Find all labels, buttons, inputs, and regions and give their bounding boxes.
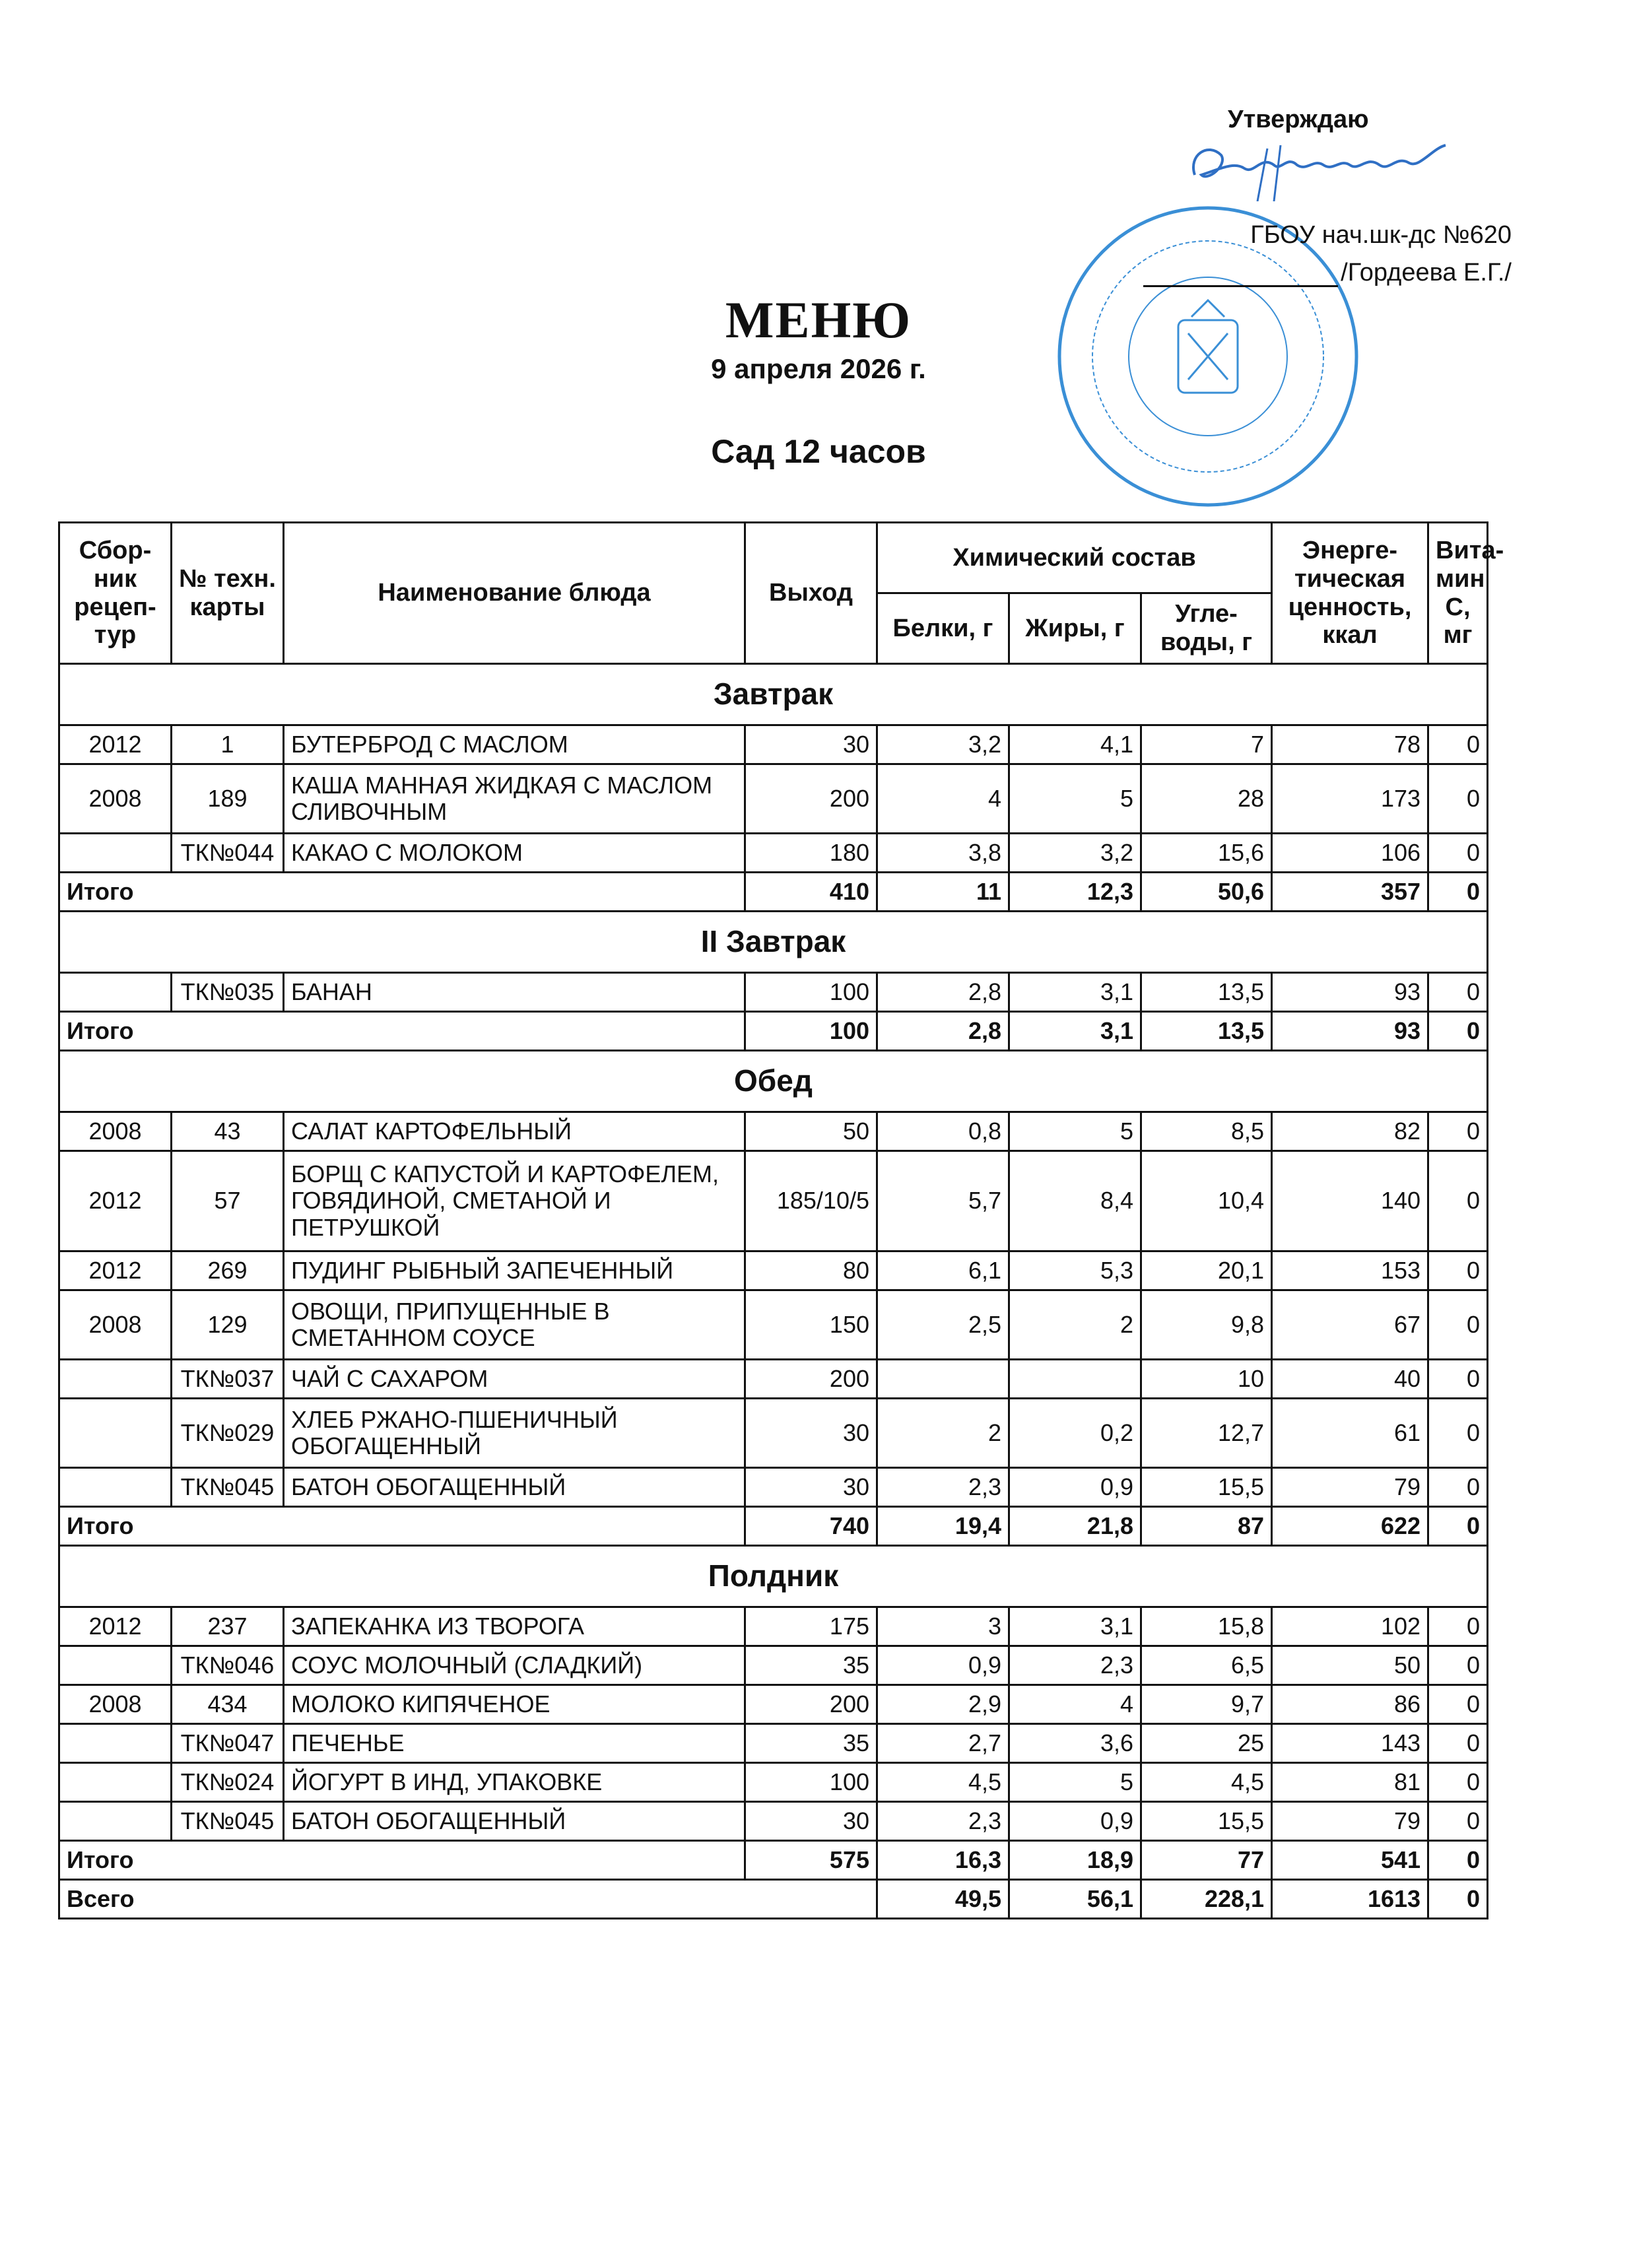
cell-yield: 30 [745,1468,877,1507]
cell-energy: 79 [1272,1802,1428,1841]
cell-energy: 82 [1272,1112,1428,1151]
cell-energy: 40 [1272,1360,1428,1399]
cell-proteins: 2,3 [877,1468,1009,1507]
cell-proteins: 0,9 [877,1646,1009,1685]
cell-proteins: 2 [877,1399,1009,1468]
cell-vitamin: 0 [1428,1360,1488,1399]
header-collection: Сбор-ник рецеп-тур [59,523,172,664]
cell-proteins: 0,8 [877,1112,1009,1151]
cell-fats: 3,6 [1009,1724,1141,1763]
cell-card: 129 [172,1290,284,1360]
page-title: МЕНЮ [725,291,912,349]
cell-carbs: 6,5 [1141,1646,1272,1685]
total-vitamin: 0 [1428,873,1488,912]
total-yield: 740 [745,1507,877,1546]
cell-fats: 0,9 [1009,1802,1141,1841]
table-row [59,1802,1488,1841]
cell-fats: 3,1 [1009,973,1141,1012]
cell-carbs: 10 [1141,1360,1272,1399]
cell-card: ТК№047 [172,1724,284,1763]
cell-dish-name: БАТОН ОБОГАЩЕННЫЙ [284,1802,745,1841]
cell-fats: 2 [1009,1290,1141,1360]
cell-proteins: 4,5 [877,1763,1009,1802]
cell-collection [59,834,172,873]
cell-dish-name: САЛАТ КАРТОФЕЛЬНЫЙ [284,1112,745,1151]
cell-collection: 2012 [59,725,172,764]
cell-card: ТК№045 [172,1468,284,1507]
cell-collection: 2008 [59,1112,172,1151]
total-row [59,1507,1488,1546]
cell-card: 269 [172,1251,284,1290]
cell-yield: 185/10/5 [745,1151,877,1251]
section-header [59,1546,1488,1607]
cell-energy: 81 [1272,1763,1428,1802]
cell-collection: 2008 [59,764,172,834]
cell-vitamin: 0 [1428,1685,1488,1724]
cell-fats: 5 [1009,1112,1141,1151]
cell-dish-name: БАНАН [284,973,745,1012]
total-row [59,1841,1488,1880]
cell-carbs: 10,4 [1141,1151,1272,1251]
section-title-second-breakfast: II Завтрак [59,912,1488,973]
section-header [59,1051,1488,1112]
total-vitamin: 0 [1428,1841,1488,1880]
cell-energy: 102 [1272,1607,1428,1646]
cell-card: ТК№046 [172,1646,284,1685]
cell-collection: 2012 [59,1151,172,1251]
cell-card: ТК№024 [172,1763,284,1802]
cell-carbs: 9,8 [1141,1290,1272,1360]
section-title-breakfast: Завтрак [59,664,1488,725]
total-label: Итого [59,1841,745,1880]
cell-yield: 30 [745,1802,877,1841]
cell-carbs: 20,1 [1141,1251,1272,1290]
section-header [59,664,1488,725]
cell-carbs: 25 [1141,1724,1272,1763]
cell-card: 237 [172,1607,284,1646]
total-vitamin: 0 [1428,1507,1488,1546]
cell-vitamin: 0 [1428,1290,1488,1360]
table-row [59,1290,1488,1360]
total-yield: 575 [745,1841,877,1880]
total-proteins: 2,8 [877,1012,1009,1051]
section-title-afternoon-snack: Полдник [59,1546,1488,1607]
header-tech-card: № техн. карты [172,523,284,664]
cell-vitamin: 0 [1428,973,1488,1012]
cell-proteins: 2,3 [877,1802,1009,1841]
total-vitamin: 0 [1428,1012,1488,1051]
cell-yield: 200 [745,764,877,834]
cell-collection: 2012 [59,1251,172,1290]
approval-label: Утверждаю [1228,106,1369,133]
cell-fats: 5,3 [1009,1251,1141,1290]
total-yield: 410 [745,873,877,912]
cell-dish-name: СОУС МОЛОЧНЫЙ (СЛАДКИЙ) [284,1646,745,1685]
signatory-name: /Гордеева Е.Г./ [1341,259,1512,286]
cell-collection [59,1468,172,1507]
table-row [59,1724,1488,1763]
grand-total-fats: 56,1 [1009,1880,1141,1919]
cell-yield: 200 [745,1360,877,1399]
cell-card: ТК№045 [172,1802,284,1841]
cell-yield: 180 [745,834,877,873]
header-energy: Энерге-тическая ценность, ккал [1272,523,1428,664]
signature-underline [1143,263,1338,287]
cell-yield: 175 [745,1607,877,1646]
cell-yield: 50 [745,1112,877,1151]
total-energy: 541 [1272,1841,1428,1880]
cell-proteins: 3,2 [877,725,1009,764]
cell-dish-name: ЧАЙ С САХАРОМ [284,1360,745,1399]
cell-fats: 0,2 [1009,1399,1141,1468]
cell-vitamin: 0 [1428,764,1488,834]
cell-vitamin: 0 [1428,725,1488,764]
cell-proteins: 4 [877,764,1009,834]
cell-yield: 100 [745,1763,877,1802]
total-fats: 18,9 [1009,1841,1141,1880]
cell-energy: 173 [1272,764,1428,834]
table-row [59,1112,1488,1151]
total-carbs: 77 [1141,1841,1272,1880]
table-row [59,1646,1488,1685]
cell-carbs: 4,5 [1141,1763,1272,1802]
cell-carbs: 15,5 [1141,1468,1272,1507]
total-yield: 100 [745,1012,877,1051]
cell-energy: 78 [1272,725,1428,764]
section-title-lunch: Обед [59,1051,1488,1112]
cell-card: 1 [172,725,284,764]
cell-dish-name: ЙОГУРТ В ИНД, УПАКОВКЕ [284,1763,745,1802]
cell-yield: 200 [745,1685,877,1724]
total-carbs: 50,6 [1141,873,1272,912]
cell-proteins: 3 [877,1607,1009,1646]
cell-yield: 30 [745,725,877,764]
total-energy: 622 [1272,1507,1428,1546]
cell-proteins: 2,5 [877,1290,1009,1360]
grand-total-vitamin: 0 [1428,1880,1488,1919]
cell-carbs: 8,5 [1141,1112,1272,1151]
cell-vitamin: 0 [1428,1468,1488,1507]
cell-card: ТК№029 [172,1399,284,1468]
cell-carbs: 15,6 [1141,834,1272,873]
header-chemical-composition: Химический состав [877,523,1272,593]
cell-yield: 100 [745,973,877,1012]
total-carbs: 87 [1141,1507,1272,1546]
cell-energy: 153 [1272,1251,1428,1290]
total-row [59,873,1488,912]
cell-card: 43 [172,1112,284,1151]
table-row [59,1360,1488,1399]
cell-fats: 8,4 [1009,1151,1141,1251]
cell-collection [59,1646,172,1685]
cell-carbs: 13,5 [1141,973,1272,1012]
cell-collection [59,1724,172,1763]
menu-table [58,521,1504,1919]
cell-vitamin: 0 [1428,1112,1488,1151]
cell-carbs: 12,7 [1141,1399,1272,1468]
cell-energy: 143 [1272,1724,1428,1763]
cell-dish-name: БАТОН ОБОГАЩЕННЫЙ [284,1468,745,1507]
total-proteins: 16,3 [877,1841,1009,1880]
cell-dish-name: БУТЕРБРОД С МАСЛОМ [284,725,745,764]
total-row [59,1012,1488,1051]
cell-energy: 93 [1272,973,1428,1012]
cell-fats: 2,3 [1009,1646,1141,1685]
cell-card: ТК№037 [172,1360,284,1399]
cell-fats: 4,1 [1009,725,1141,764]
table-row [59,764,1488,834]
cell-collection [59,1802,172,1841]
cell-vitamin: 0 [1428,1151,1488,1251]
cell-energy: 50 [1272,1646,1428,1685]
table-row [59,1763,1488,1802]
cell-fats: 5 [1009,1763,1141,1802]
cell-carbs: 15,5 [1141,1802,1272,1841]
total-proteins: 19,4 [877,1507,1009,1546]
cell-carbs: 28 [1141,764,1272,834]
table-row [59,1685,1488,1724]
cell-energy: 67 [1272,1290,1428,1360]
cell-vitamin: 0 [1428,1399,1488,1468]
cell-collection [59,1399,172,1468]
cell-yield: 30 [745,1399,877,1468]
cell-fats [1009,1360,1141,1399]
table-row [59,1607,1488,1646]
cell-collection [59,1763,172,1802]
total-label: Итого [59,873,745,912]
cell-dish-name: КАША МАННАЯ ЖИДКАЯ С МАСЛОМ СЛИВОЧНЫМ [284,764,745,834]
total-proteins: 11 [877,873,1009,912]
cell-vitamin: 0 [1428,1724,1488,1763]
cell-yield: 80 [745,1251,877,1290]
cell-proteins: 2,7 [877,1724,1009,1763]
cell-fats: 5 [1009,764,1141,834]
table-row [59,1468,1488,1507]
cell-fats: 0,9 [1009,1468,1141,1507]
cell-energy: 79 [1272,1468,1428,1507]
cell-fats: 3,2 [1009,834,1141,873]
total-label: Итого [59,1012,745,1051]
grand-total-label: Всего [59,1880,877,1919]
cell-dish-name: ЗАПЕКАНКА ИЗ ТВОРОГА [284,1607,745,1646]
total-label: Итого [59,1507,745,1546]
total-energy: 93 [1272,1012,1428,1051]
grand-total-carbs: 228,1 [1141,1880,1272,1919]
cell-dish-name: МОЛОКО КИПЯЧЕНОЕ [284,1685,745,1724]
header-fats: Жиры, г [1009,593,1141,664]
cell-vitamin: 0 [1428,1251,1488,1290]
table-row [59,1399,1488,1468]
cell-dish-name: ПУДИНГ РЫБНЫЙ ЗАПЕЧЕННЫЙ [284,1251,745,1290]
table-row [59,973,1488,1012]
cell-proteins: 2,9 [877,1685,1009,1724]
cell-vitamin: 0 [1428,834,1488,873]
cell-collection [59,1360,172,1399]
section-header [59,912,1488,973]
cell-dish-name: ПЕЧЕНЬЕ [284,1724,745,1763]
cell-proteins: 3,8 [877,834,1009,873]
header-proteins: Белки, г [877,593,1009,664]
cell-proteins: 2,8 [877,973,1009,1012]
cell-dish-name: ОВОЩИ, ПРИПУЩЕННЫЕ В СМЕТАННОМ СОУСЕ [284,1290,745,1360]
cell-energy: 86 [1272,1685,1428,1724]
header-dish-name: Наименование блюда [284,523,745,664]
cell-carbs: 9,7 [1141,1685,1272,1724]
cell-vitamin: 0 [1428,1646,1488,1685]
cell-dish-name: КАКАО С МОЛОКОМ [284,834,745,873]
total-carbs: 13,5 [1141,1012,1272,1051]
cell-yield: 35 [745,1646,877,1685]
table-row [59,834,1488,873]
cell-collection [59,973,172,1012]
cell-fats: 3,1 [1009,1607,1141,1646]
table-row [59,1251,1488,1290]
cell-yield: 150 [745,1290,877,1360]
header-vitamin-c: Вита-мин С, мг [1428,523,1488,664]
total-fats: 21,8 [1009,1507,1141,1546]
menu-subtitle: Сад 12 часов [711,433,926,470]
cell-card: 57 [172,1151,284,1251]
total-energy: 357 [1272,873,1428,912]
organization-name: ГБОУ нач.шк-дс №620 [1250,221,1512,249]
cell-carbs: 15,8 [1141,1607,1272,1646]
cell-dish-name: БОРЩ С КАПУСТОЙ И КАРТОФЕЛЕМ, ГОВЯДИНОЙ, СМЕТАНОЙ И ПЕТРУШКОЙ [284,1151,745,1251]
grand-total-energy: 1613 [1272,1880,1428,1919]
cell-energy: 61 [1272,1399,1428,1468]
cell-card: ТК№044 [172,834,284,873]
cell-proteins: 6,1 [877,1251,1009,1290]
cell-collection: 2008 [59,1685,172,1724]
signature-icon [1182,129,1459,201]
cell-card: 434 [172,1685,284,1724]
cell-vitamin: 0 [1428,1802,1488,1841]
cell-card: ТК№035 [172,973,284,1012]
menu-date: 9 апреля 2026 г. [711,353,926,384]
header-yield: Выход [745,523,877,664]
cell-proteins: 5,7 [877,1151,1009,1251]
grand-total-row [59,1880,1488,1919]
cell-collection: 2008 [59,1290,172,1360]
grand-total-proteins: 49,5 [877,1880,1009,1919]
table-row [59,1151,1488,1251]
header-carbs: Угле-воды, г [1141,593,1272,664]
cell-dish-name: ХЛЕБ РЖАНО-ПШЕНИЧНЫЙ ОБОГАЩЕННЫЙ [284,1399,745,1468]
table-row [59,725,1488,764]
total-fats: 12,3 [1009,873,1141,912]
cell-energy: 106 [1272,834,1428,873]
cell-collection: 2012 [59,1607,172,1646]
cell-energy: 140 [1272,1151,1428,1251]
cell-carbs: 7 [1141,725,1272,764]
signatory-line [1143,259,1512,287]
cell-vitamin: 0 [1428,1763,1488,1802]
cell-proteins [877,1360,1009,1399]
total-fats: 3,1 [1009,1012,1141,1051]
cell-yield: 35 [745,1724,877,1763]
cell-vitamin: 0 [1428,1607,1488,1646]
cell-fats: 4 [1009,1685,1141,1724]
cell-card: 189 [172,764,284,834]
